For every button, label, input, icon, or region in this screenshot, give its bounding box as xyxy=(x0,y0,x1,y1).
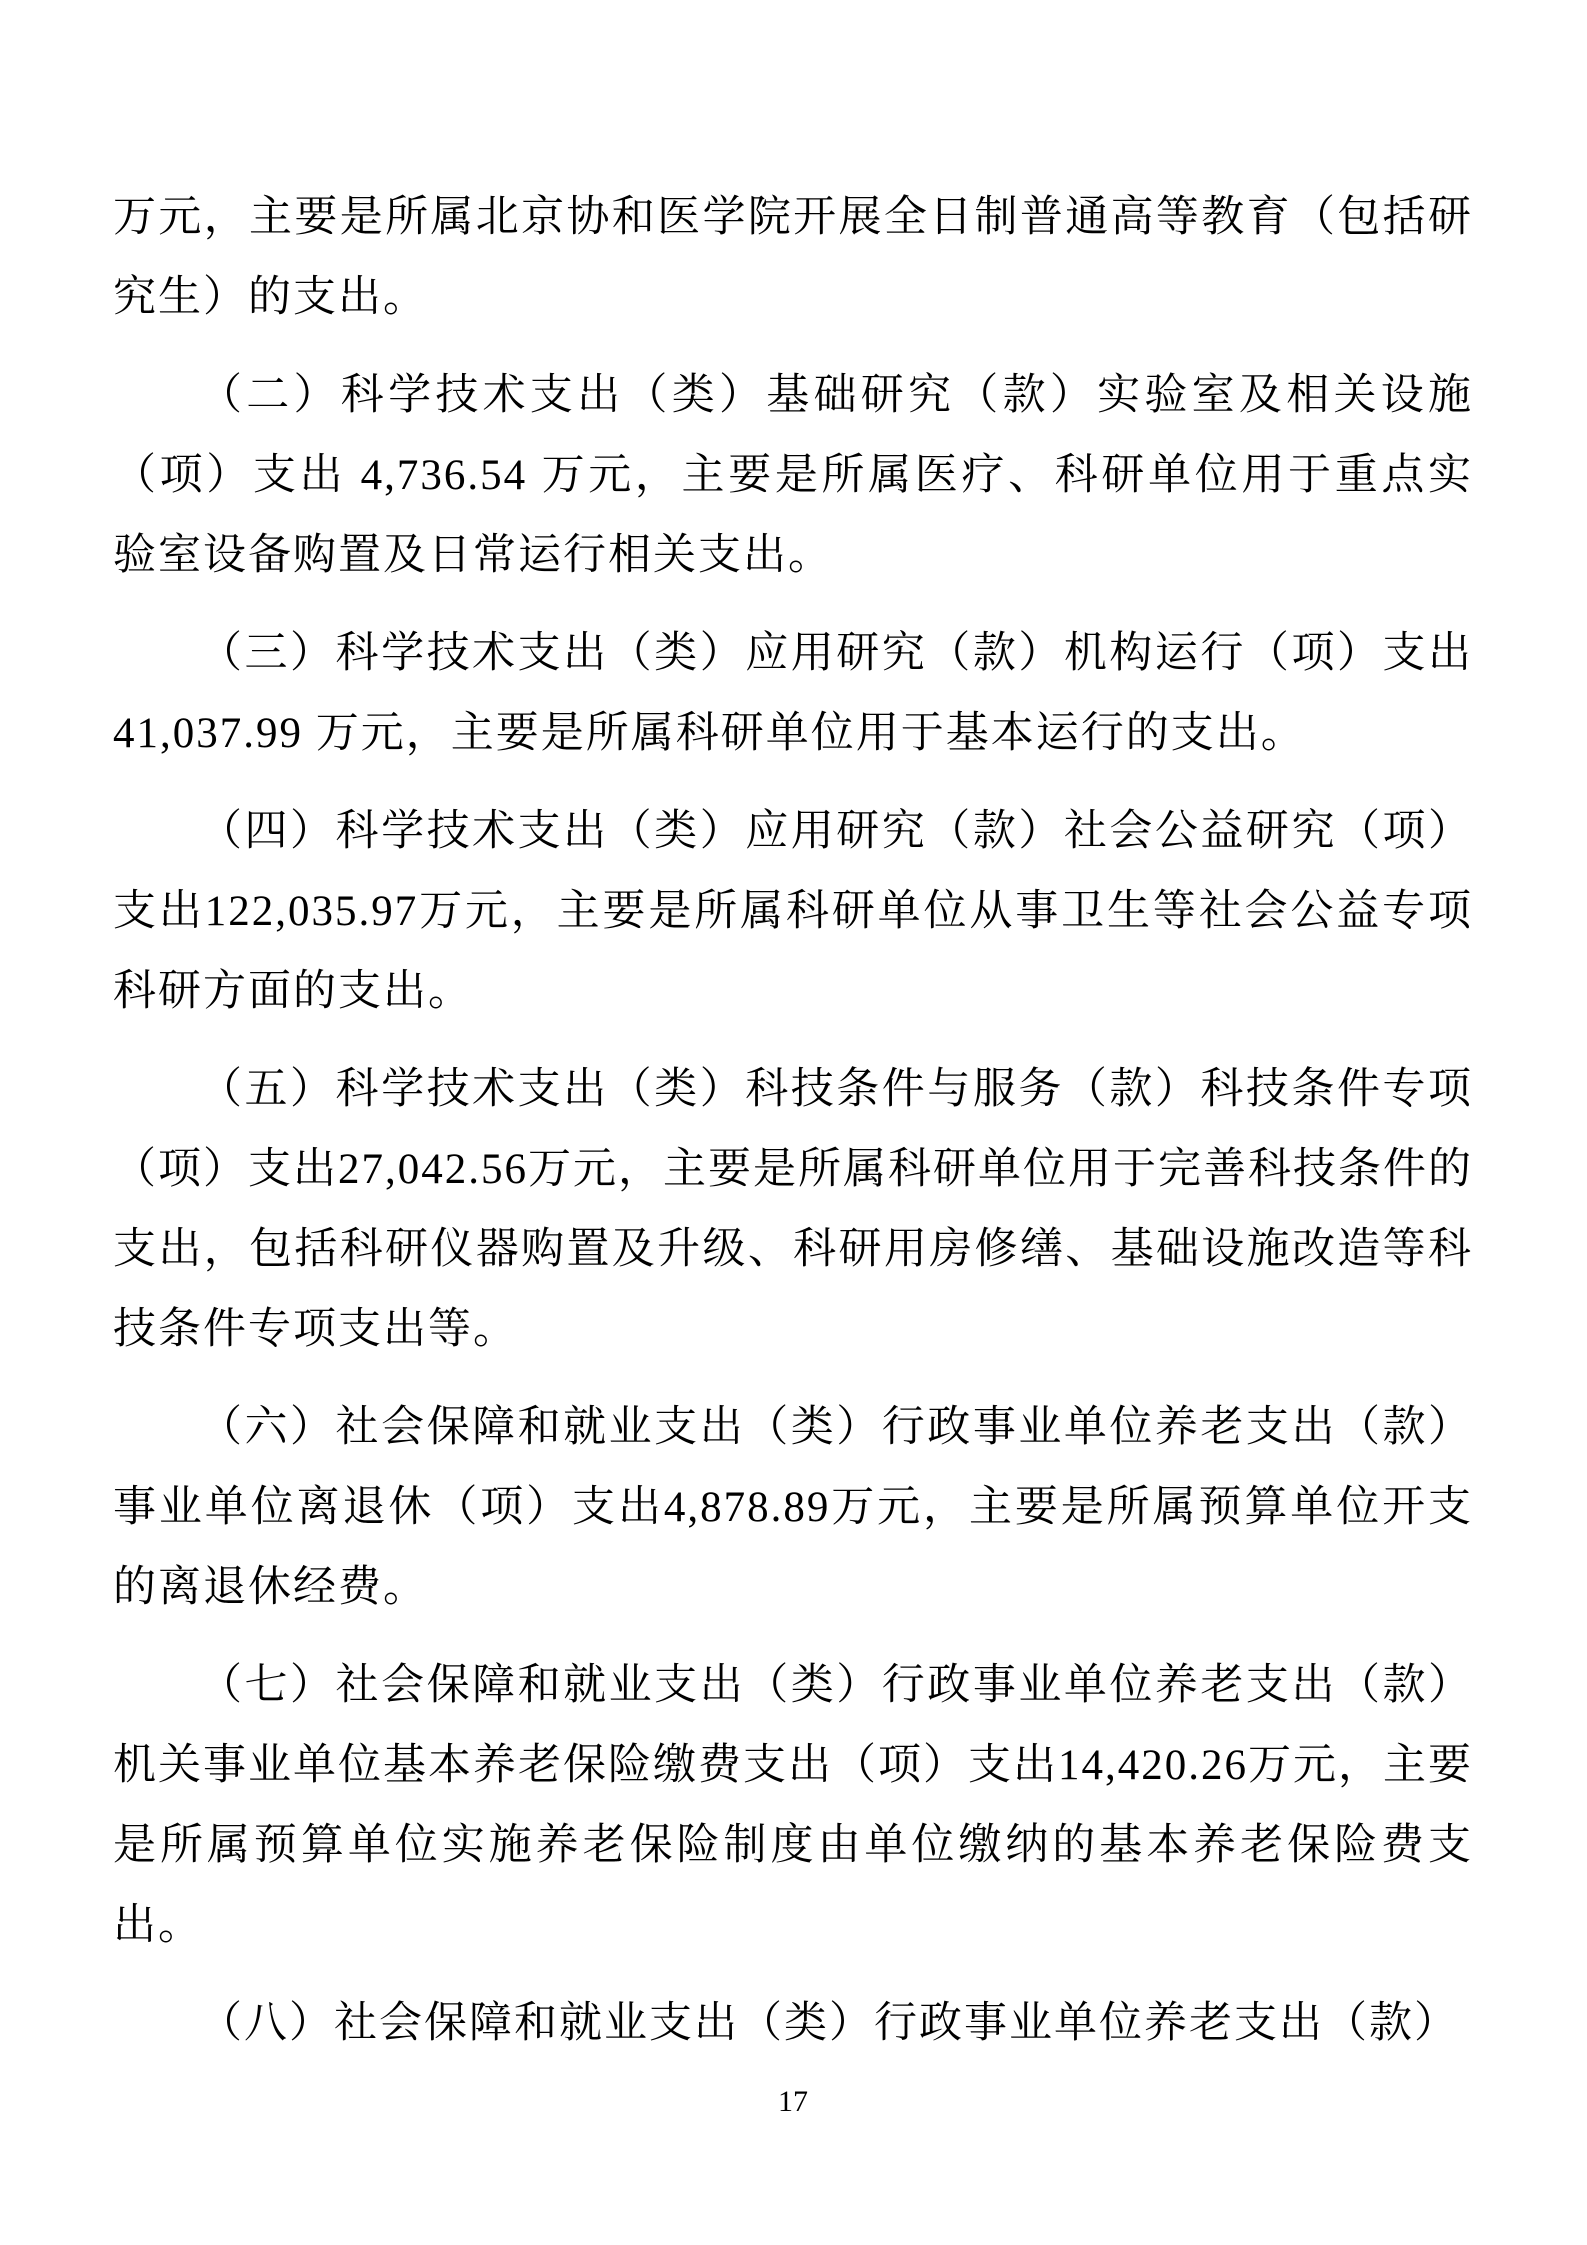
paragraph-item-4: （四）科学技术支出（类）应用研究（款）社会公益研究（项）支出122,035.97万元，主要是所属科研单位从事卫生等社会公益专项科研方面的支出。 xyxy=(113,808,1473,1015)
paragraph-item-6: （六）社会保障和就业支出（类）行政事业单位养老支出（款）事业单位离退休（项）支出4,878.89万元，主要是所属预算单位开支的离退休经费。 xyxy=(113,1404,1473,1611)
paragraph-item-7: （七）社会保障和就业支出（类）行政事业单位养老支出（款）机关事业单位基本养老保险缴费支出（项）支出14,420.26万元，主要是所属预算单位实施养老保险制度由单位缴纳的基本养老保险费支出。 xyxy=(113,1662,1473,1949)
paragraph-item-5: （五）科学技术支出（类）科技条件与服务（款）科技条件专项（项）支出27,042.56万元，主要是所属科研单位用于完善科技条件的支出，包括科研仪器购置及升级、科研用房修缮、基础设施改造等科技条件专项支出等。 xyxy=(113,1066,1473,1353)
document-text-body xyxy=(113,178,1473,2122)
page-number: 17 xyxy=(778,2085,808,2118)
paragraph-item-3: （三）科学技术支出（类）应用研究（款）机构运行（项）支出 41,037.99 万元，主要是所属科研单位用于基本运行的支出。 xyxy=(113,630,1473,757)
paragraph-item-8: （八）社会保障和就业支出（类）行政事业单位养老支出（款） xyxy=(199,2000,1459,2047)
paragraph-continuation: 万元，主要是所属北京协和医学院开展全日制普通高等教育（包括研究生）的支出。 xyxy=(113,194,1473,321)
paragraph-item-2: （二）科学技术支出（类）基础研究（款）实验室及相关设施（项）支出 4,736.54 万元，主要是所属医疗、科研单位用于重点实验室设备购置及日常运行相关支出。 xyxy=(113,372,1473,579)
